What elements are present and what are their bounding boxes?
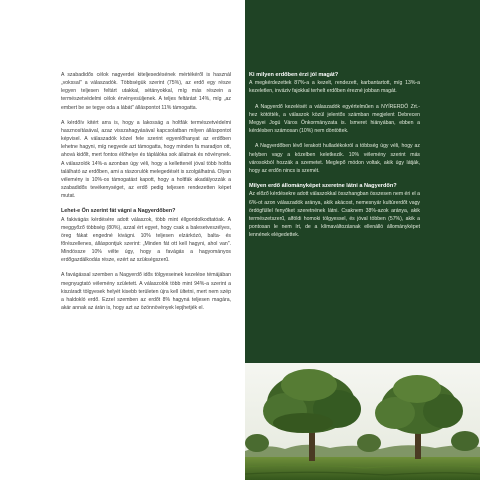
paragraph-deadwood: A kérdőív kitért arra is, hogy a lakosság a holtfák természetvédelmi hasznosításával, azaz visszahagyásával kapcsolatban milyen álláspontot képvisel. A válaszadók közel fele szerint egyenlőhanyat az erdőben lehetne hagyni, míg negyede azt támogatta, hogy minden fa maradjon ott, ahová kidőlt, mert fontos élőhelye és táplálóka sok állatnak és növénynek. A válaszolók 14%-a azonban úgy véli, hogy a kellettenél jóval több holtfa található az erdőben, ami a rászorulók melegedését is szolgálhatná. Olyan vélemény is 10%-os támogatást kapott, hogy a holtfák akadályozzák a szabadidős tevékenységet, az erdő pedig teljesen rendezetten képet mutat. xyxy=(61,119,231,200)
paragraph-forest-manager: A Nagyerdő kezelését a válaszadók egyértelműen a NYÍRERDŐ Zrt.-hez kötötték, a válaszok közül jelentős számban megjelent Debrecen Megyei Jogú Város Önkormányzata is. Ismeret hiányában, ebben a kérdésben számosan (10%) nem döntöttek. xyxy=(249,103,420,135)
heading-forest-composition: Milyen erdő állományképet szeretne látni a Nagyerdőn? xyxy=(249,183,397,190)
paragraph-oak-management: A favágással szemben a Nagyerdő idős tölgyeseinek kezelése témájában megnyugtató vélemény született. A válaszolók több mint 94%-a szerint a kiszáradt tölgyesek helyét kisebb területen újra kell ültetni, mert nem szép a haldokló erdő. Ezzel szemben az erdőt 8% hagyná teljesen magára, akár annak az árán is, hogy azt az özönnövények lepjhetjék el. xyxy=(61,272,231,312)
heading-preferred-forest: Ki milyen erdőben érzi jól magát? xyxy=(249,72,339,78)
oak-trees-in-meadow-photo xyxy=(245,363,480,480)
left-text-column xyxy=(61,71,231,319)
paragraph-managed-forest: A megkérdezettek 87%-a a kezelt, rendezett, karbantartott, míg 13%-a kezeletlen, inváziv fajokkal terhelt erdőben érezné jobban magát. xyxy=(249,80,420,95)
paragraph-tree-cutting: A fakivágás kérdésére adott válaszok, több mint éllgoridolkodtatóak. A meggyőző többség (80%), azzal ért egyet, hogy csak a balesetveszélyes, öreg fákat engedné kivágni. 10% teljesen elzárkózó, balta- és főrészellenes, álláspontjuk szerint: „Minden fát ott kell hagyni, ahol van". Mindössze 10% vélte úgy, hogy a favágás a hagyományos erdőgazdálkodás része, ezért az szükségszerű. xyxy=(61,216,231,264)
paragraph-recreational-use: A szabadidős célok nagyerdei kiteljesedésének mértékéről is használ „vokssal" a válaszadók. Többségük szerint (75%), az erdő egy része legyen teljesen feltárt utakkal, sétányokkal, míg más részein a természetvédelmi célok érvényesüljenek. A teljes feltárást 14%, míg „az embert be se tegye oda a lábát" álláspontot 11% támogatta. xyxy=(61,72,231,111)
oak-trees-photo-illustration xyxy=(245,363,480,480)
heading-tree-cutting: Lehet-e Ön szerint fát vágni a Nagyerdőben? xyxy=(61,208,176,215)
right-text-column xyxy=(249,71,420,247)
paragraph-forest-composition: Az előző kérdésekre adott válaszokkal összhangban összesen nem éri el a 6%-ot azon válaszadók aránya, akik akácost, nemesnyár kultúrerdőt vagy ördögfüllel fenyőket szeretnének látni. Csaknem 38%-azok aránya, akik természetszerű, alföldi homoki tölgyessel, és jóval többen (57%), akik a pontosan le nem írt, de a klímaváltozásnak ellenálló állományképet lennének elégedettek. xyxy=(249,191,420,239)
paragraph-litter: A Nagyerdőben lévő lerakott hulladékokról a többség úgy véli, hogy az helyben vagy a közelben keletkezik. 10% vélemény szerint más városokból hozzák a szemetet. Meglepő módon voltak, akik úgy látják, hogy az erdőn nincs is szemét. xyxy=(249,143,420,175)
